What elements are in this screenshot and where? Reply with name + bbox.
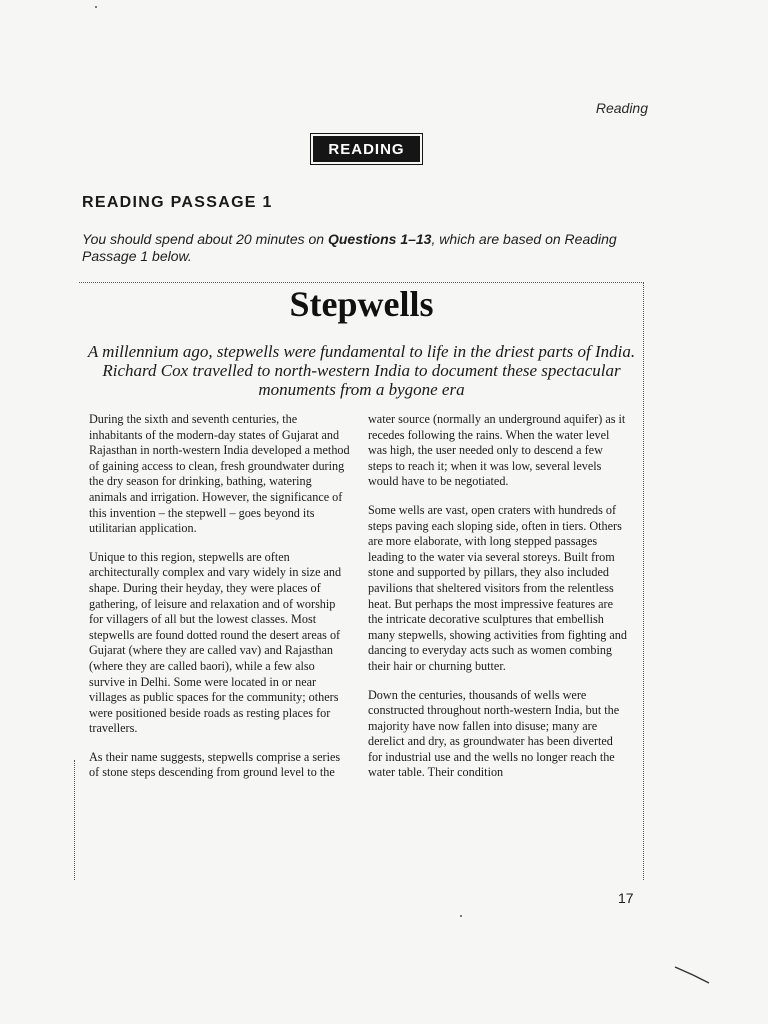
article-column-right [368, 412, 630, 794]
paragraph: Down the centuries, thousands of wells were constructed throughout north-western India, but the majority have now fallen into disuse; many are derelict and dry, as groundwater has been diverted for industrial use and the wells no longer reach the water table. Their condition [368, 687, 620, 780]
paragraph: As their name suggests, stepwells comprise a series of stone steps descending from ground level to the [89, 749, 341, 780]
article-standfirst: A millennium ago, stepwells were fundamental to life in the driest parts of India. Richard Cox travelled to north-western India to document these spectacular monuments from a bygone era [87, 342, 636, 399]
section-badge: READING [313, 136, 420, 162]
speck [460, 915, 462, 917]
article-title: Stepwells [289, 284, 434, 324]
paragraph: During the sixth and seventh centuries, the inhabitants of the modern-day states of Gujarat and Rajasthan in north-western India developed a method of gaining access to clean, fresh groundwater during the dry season for drinking, bathing, watering animals and irrigation. However, the significance of this invention – the stepwell – goes beyond its utilitarian application. [89, 412, 350, 536]
article-column-left [89, 412, 351, 794]
passage-instruction [82, 231, 622, 265]
instruction-text-end: , which are based on Reading Passage 1 below. [82, 231, 617, 264]
passage-box-left-edge [74, 760, 75, 880]
instruction-questions: Questions 1–13 [327, 231, 432, 247]
speck [95, 6, 97, 8]
paragraph: Some wells are vast, open craters with hundreds of steps paving each sloping side, often in tiers. Others are more elaborate, with long stepped passages leading to the water via several storeys. Built from stone and supported by pillars, they also included pavilions that sheltered visitors from the relentless heat. But perhaps the most impressive features are the intricate decorative sculptures that embellish many stepwells, showing activities from fighting and dancing to everyday acts such as women combing their hair or churning butter. [368, 502, 627, 673]
page-number: 17 [618, 890, 634, 906]
paragraph: Unique to this region, stepwells are often architecturally complex and vary widely in size and shape. During their heyday, they were places of gathering, of leisure and relaxation and of worship for villagers of all but the lowest classes. Most stepwells are found dotted round the desert areas of Gujarat (where they are called vav) and Rajasthan (where they are called baori), while a few also survive in Delhi. Some were located in or near villages as public spaces for the community; others were positioned beside roads as resting places for travellers. [89, 549, 342, 736]
instruction-text: You should spend about 20 minutes on [82, 231, 328, 247]
running-head: Reading [595, 100, 648, 116]
paragraph: water source (normally an underground aquifer) as it recedes following the rains. When the water level was high, the user needed only to descend a few steps to reach it; when it was low, several levels would have to be negotiated. [368, 412, 626, 489]
pen-mark-icon [673, 965, 713, 985]
passage-heading: READING PASSAGE 1 [82, 194, 273, 211]
